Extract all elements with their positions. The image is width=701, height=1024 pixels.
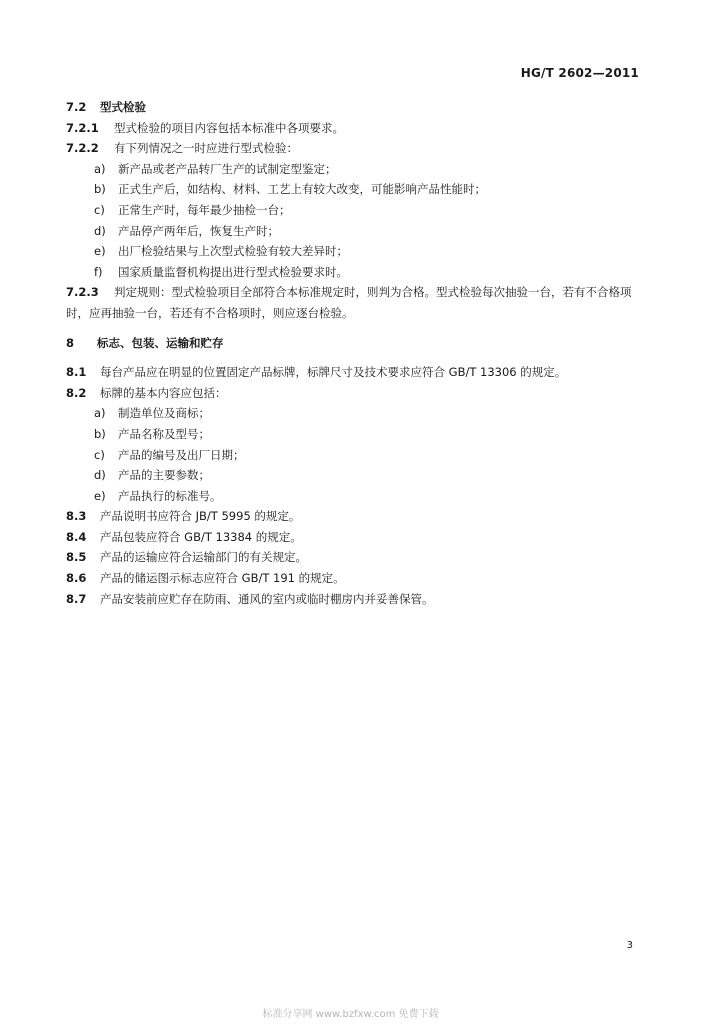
list-text: 新产品或老产品转厂生产的试制定型鉴定； bbox=[118, 161, 337, 176]
clause-number: 8.5 bbox=[66, 550, 87, 565]
clause-number: 7.2.1 bbox=[66, 120, 99, 135]
clause-text: 标牌的基本内容应包括： bbox=[100, 385, 227, 400]
page-number: 3 bbox=[626, 940, 633, 951]
clause-number: 8.6 bbox=[66, 571, 87, 586]
section-title: 标志、包装、运输和贮存 bbox=[97, 335, 224, 350]
list-item bbox=[66, 486, 644, 507]
clause-number: 8.4 bbox=[66, 529, 87, 544]
clause-text: 产品的运输应符合运输部门的有关规定。 bbox=[100, 550, 307, 565]
clause-number: 7.2.3 bbox=[66, 285, 99, 300]
list-label: b) bbox=[94, 426, 106, 441]
list-item bbox=[66, 465, 644, 486]
list-text: 正常生产时，每年最少抽检一台； bbox=[118, 202, 291, 217]
list-label: e) bbox=[94, 488, 106, 503]
section-title: 型式检验 bbox=[100, 100, 146, 114]
list-text: 正式生产后，如结构、材料、工艺上有较大改变，可能影响产品性能时； bbox=[118, 182, 486, 197]
clause-text: 产品安装前应贮存在防雨、通风的室内或临时棚房内并妥善保管。 bbox=[100, 591, 434, 606]
clause-number: 8.3 bbox=[66, 509, 87, 524]
list-label: b) bbox=[94, 182, 106, 197]
section-7-2-heading bbox=[66, 97, 644, 118]
clause-7-2-2 bbox=[66, 138, 644, 159]
list-text: 产品名称及型号； bbox=[118, 426, 210, 441]
list-item bbox=[66, 159, 644, 180]
list-text: 国家质量监督机构提出进行型式检验要求时。 bbox=[118, 264, 348, 279]
list-text: 制造单位及商标； bbox=[118, 406, 210, 421]
list-item bbox=[66, 445, 644, 466]
clause-8-7 bbox=[66, 589, 644, 610]
section-number: 7.2 bbox=[66, 100, 87, 114]
clause-text: 有下列情况之一时应进行型式检验： bbox=[114, 141, 298, 156]
list-text: 产品执行的标准号。 bbox=[118, 488, 222, 503]
watermark-text: 标准分享网 www.bzfxw.com 免费下载 bbox=[262, 1009, 439, 1020]
section-number: 8 bbox=[66, 335, 75, 350]
list-text: 产品的编号及出厂日期； bbox=[118, 447, 245, 462]
clause-8-2 bbox=[66, 383, 644, 404]
list-item bbox=[66, 200, 644, 221]
list-label: a) bbox=[94, 406, 106, 421]
list-text: 产品停产两年后，恢复生产时； bbox=[118, 223, 279, 238]
clause-8-4 bbox=[66, 527, 644, 548]
list-item bbox=[66, 403, 644, 424]
list-item bbox=[66, 221, 644, 242]
clause-text: 产品说明书应符合 JB/T 5995 的规定。 bbox=[100, 509, 301, 524]
list-item bbox=[66, 262, 644, 283]
list-text: 产品的主要参数； bbox=[118, 468, 210, 483]
section-8-heading bbox=[66, 333, 644, 354]
clause-text: 每台产品应在明显的位置固定产品标牌，标牌尺寸及技术要求应符合 GB/T 13306 的规定。 bbox=[100, 365, 567, 380]
clause-number: 7.2.2 bbox=[66, 141, 99, 156]
clause-8-3 bbox=[66, 506, 644, 527]
list-label: c) bbox=[94, 202, 105, 217]
clause-number: 8.2 bbox=[66, 385, 87, 400]
standard-code: HG/T 2602—2011 bbox=[520, 66, 639, 80]
list-item bbox=[66, 241, 644, 262]
clause-8-6 bbox=[66, 568, 644, 589]
document-body bbox=[66, 97, 644, 609]
list-label: a) bbox=[94, 161, 106, 176]
clause-text: 判定规则：型式检验项目全部符合本标准规定时，则判为合格。型式检验每次抽验一台，若有不合格项时，应再抽验一台，若还有不合格项时，则应逐台检验。 bbox=[66, 285, 632, 320]
clause-7-2-1 bbox=[66, 118, 644, 139]
clause-text: 产品的储运图示标志应符合 GB/T 191 的规定。 bbox=[100, 571, 345, 586]
clause-text: 产品包装应符合 GB/T 13384 的规定。 bbox=[100, 529, 302, 544]
clause-text: 型式检验的项目内容包括本标准中各项要求。 bbox=[114, 120, 344, 135]
clause-number: 8.1 bbox=[66, 365, 87, 380]
clause-8-5 bbox=[66, 547, 644, 568]
clause-7-2-3 bbox=[66, 282, 644, 323]
list-label: d) bbox=[94, 468, 106, 483]
list-text: 出厂检验结果与上次型式检验有较大差异时； bbox=[118, 244, 348, 259]
list-label: f) bbox=[94, 264, 103, 279]
clause-8-1 bbox=[66, 362, 644, 383]
list-label: d) bbox=[94, 223, 106, 238]
list-item bbox=[66, 179, 644, 200]
list-item bbox=[66, 424, 644, 445]
clause-number: 8.7 bbox=[66, 591, 87, 606]
list-label: e) bbox=[94, 244, 106, 259]
list-label: c) bbox=[94, 447, 105, 462]
